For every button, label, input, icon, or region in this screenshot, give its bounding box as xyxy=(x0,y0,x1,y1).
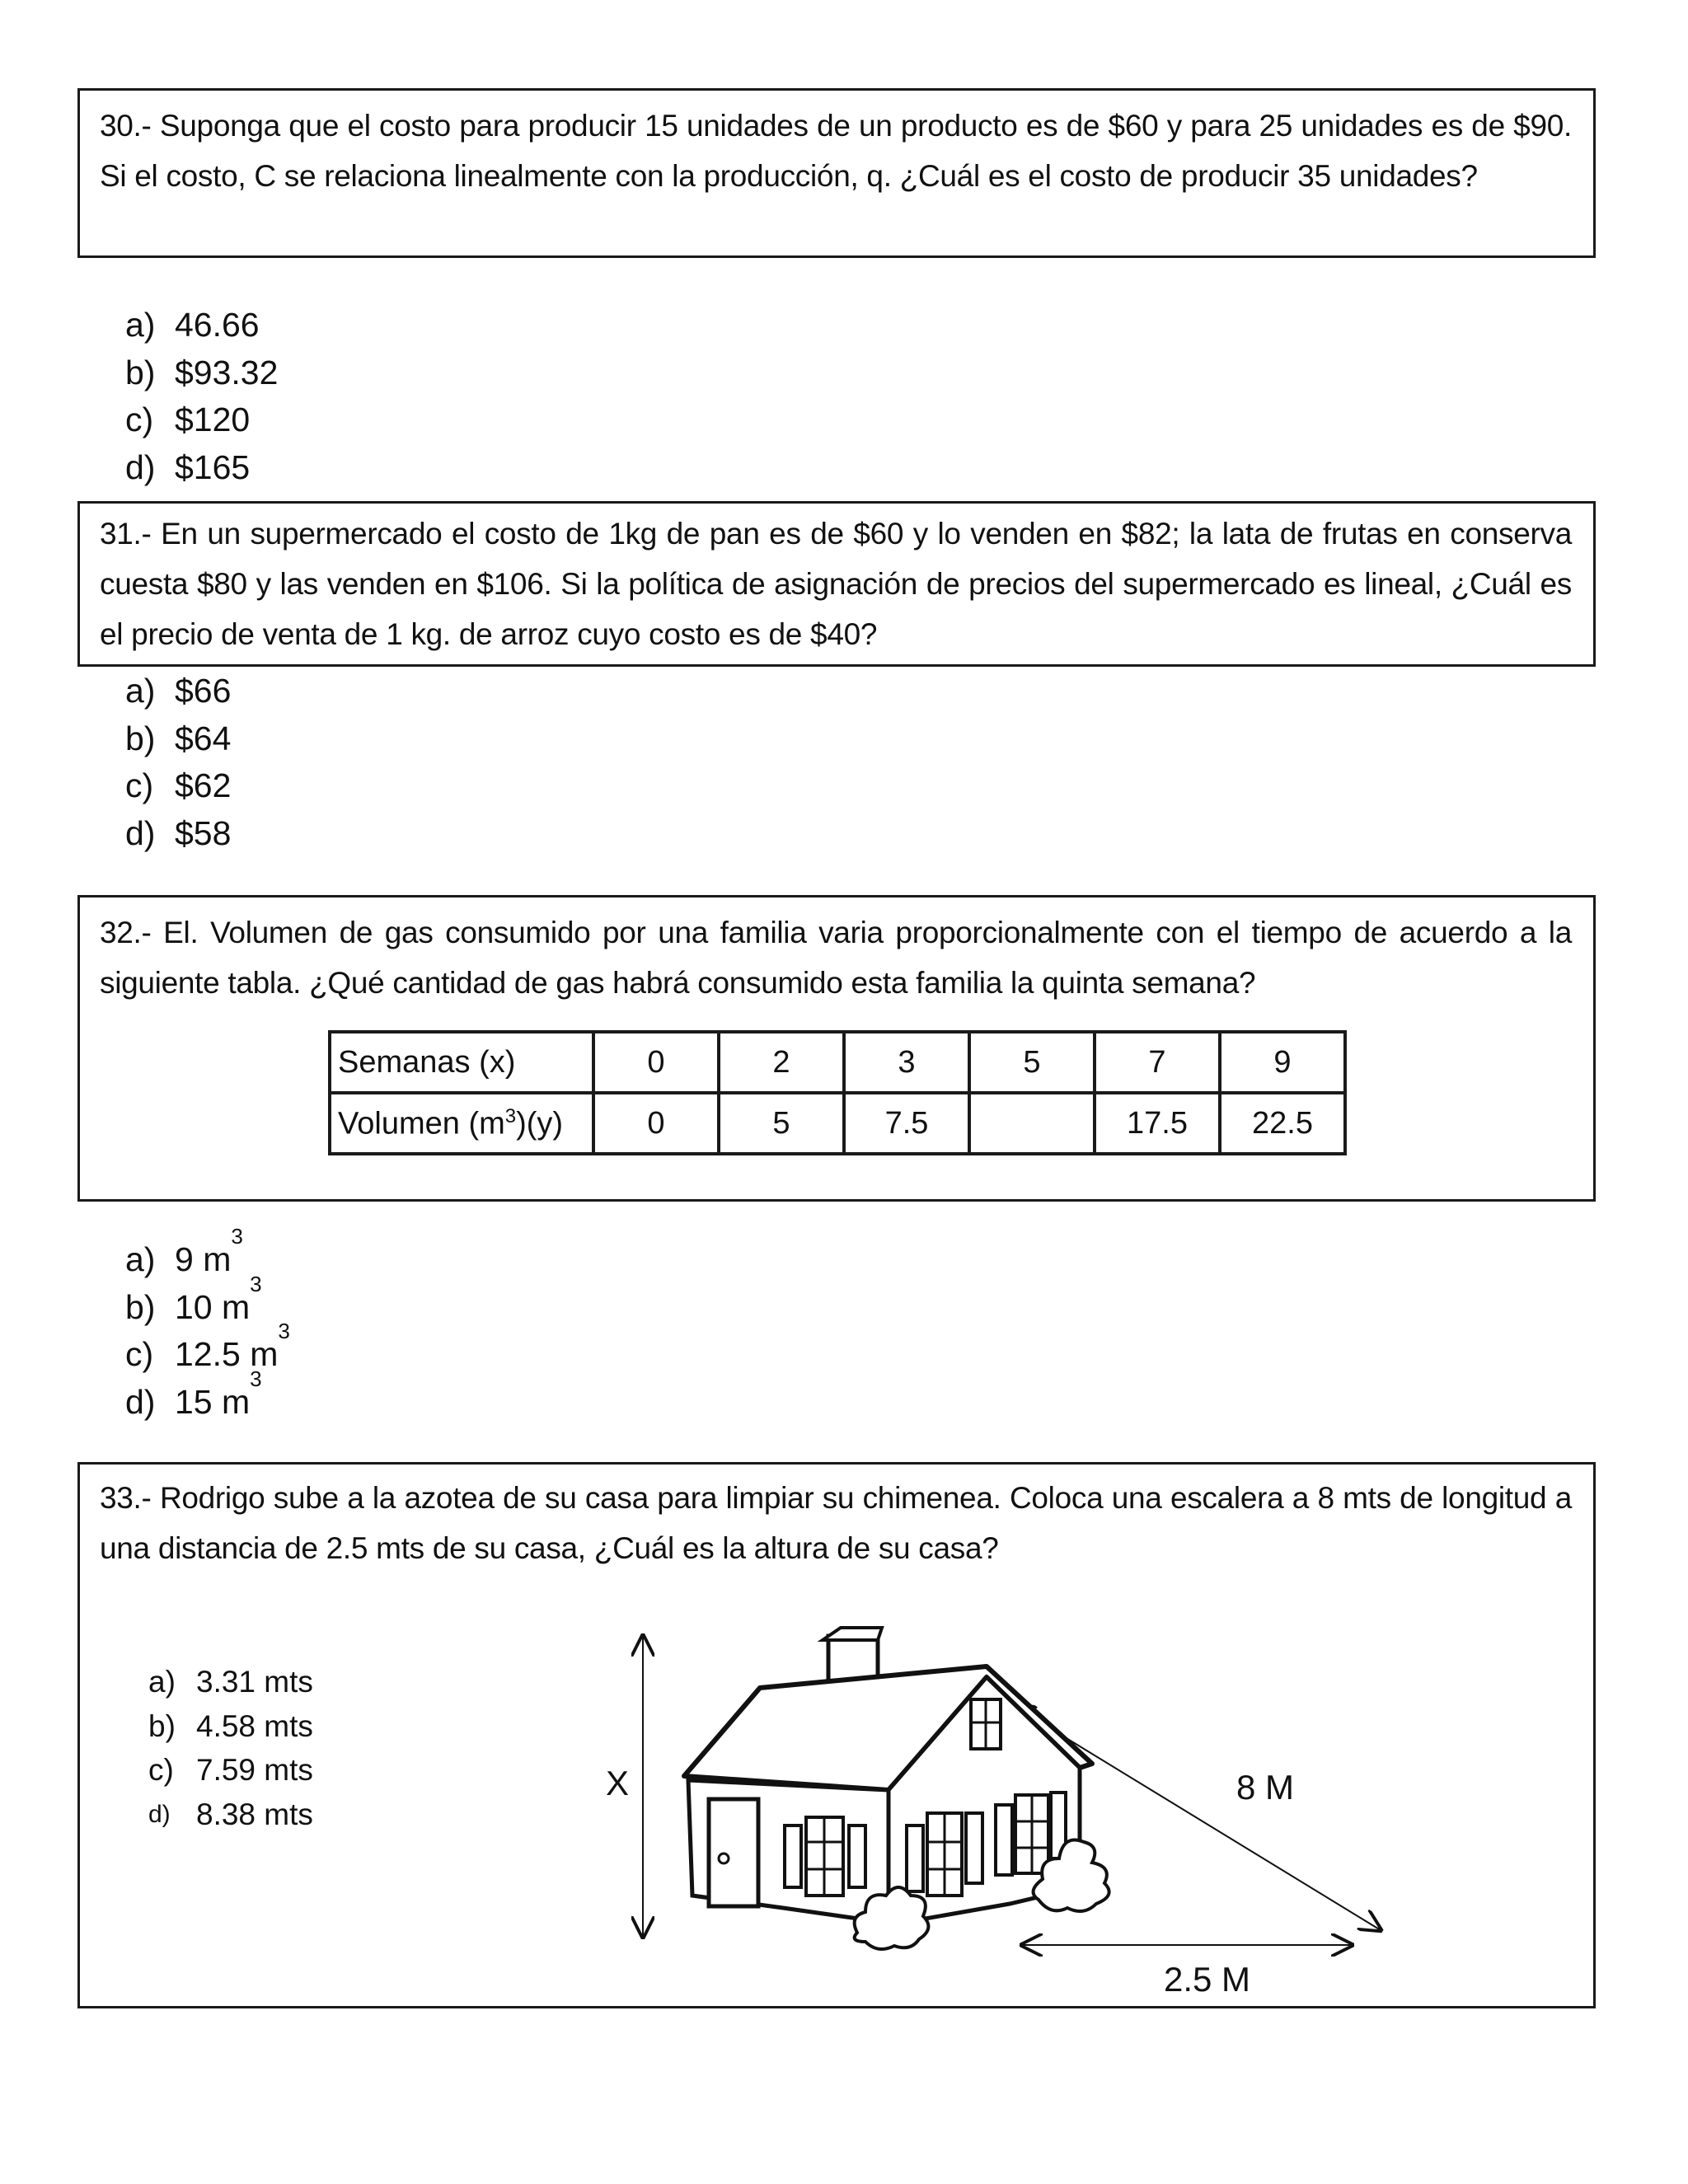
option-a[interactable]: a) 3.31 mts xyxy=(148,1665,313,1699)
option-c[interactable]: c) $120 xyxy=(125,401,251,438)
table-row-volume xyxy=(330,1093,1345,1154)
option-b[interactable]: b) 4.58 mts xyxy=(148,1708,313,1743)
question-30-options xyxy=(125,302,278,491)
table-cell: 3 xyxy=(844,1032,969,1093)
question-30-text: 30.- Suponga que el costo para producir 15 unidades de un producto es de $60 y para 25 unidades es de $90. Si el costo, C se relaciona linealmente con la producción, q. ¿Cuál es el costo de producir 35 unidades? xyxy=(100,109,1572,193)
table-cell: 2 xyxy=(719,1032,844,1093)
question-31-text: 31.- En un supermercado el costo de 1kg de pan es de $60 y lo venden en $82; la lata de frutas en conserva cuesta $80 y las venden en $106. Si la política de asignación de precios del supermercado es lineal, ¿Cuál es el precio de venta de 1 kg. de arroz cuyo costo es de $40? xyxy=(100,517,1572,651)
table-cell: 22.5 xyxy=(1220,1093,1345,1154)
table-cell: 5 xyxy=(719,1093,844,1154)
row-header-volume: Volumen $(m^3)(y)$ xyxy=(330,1093,593,1154)
option-a[interactable]: a) 46.66 xyxy=(125,306,260,344)
question-32-options xyxy=(125,1224,290,1426)
option-c[interactable]: c) $62 xyxy=(125,766,232,804)
question-32-text: 32.- El. Volumen de gas consumido por una familia varia proporcionalmente con el tiempo de acuerdo a la siguiente tabla. ¿Qué cantidad de gas habrá consumido esta familia la quinta semana? xyxy=(100,916,1572,1000)
question-31-box xyxy=(77,501,1596,667)
question-31-options xyxy=(125,668,231,857)
table-cell: 0 xyxy=(593,1093,719,1154)
option-d[interactable]: d) 15 m 3 xyxy=(125,1366,262,1421)
option-b[interactable]: b) $64 xyxy=(125,719,232,757)
question-33-options xyxy=(148,1660,313,1836)
option-d[interactable]: d) $165 xyxy=(125,448,251,486)
table-cell: 5 xyxy=(969,1032,1095,1093)
house-ladder-diagram xyxy=(577,1607,1401,2003)
option-d[interactable]: d) 8.38 mts xyxy=(148,1797,313,1831)
row-header-weeks: Semanas (x) xyxy=(330,1032,593,1093)
distance-label: 2.5 M xyxy=(1164,1960,1251,1999)
height-label: X xyxy=(606,1764,630,1802)
option-a[interactable]: a) 9 m 3 xyxy=(125,1224,243,1278)
table-cell: 9 xyxy=(1220,1032,1345,1093)
option-c[interactable]: c) 12.5 m 3 xyxy=(125,1319,290,1373)
gas-volume-table xyxy=(328,1030,1347,1155)
option-d[interactable]: d) $58 xyxy=(125,813,232,852)
table-cell-empty xyxy=(969,1093,1095,1154)
option-b[interactable]: b) 10 m 3 xyxy=(125,1271,262,1326)
table-row-weeks xyxy=(330,1032,1345,1093)
ladder-length-label: 8 M xyxy=(1236,1768,1295,1807)
table-cell: 0 xyxy=(593,1032,719,1093)
option-c[interactable]: c) 7.59 mts xyxy=(148,1753,313,1787)
question-33-text: 33.- Rodrigo sube a la azotea de su casa para limpiar su chimenea. Coloca una escalera a 8 mts de longitud a una distancia de 2.5 mts de su casa, ¿Cuál es la altura de su casa? xyxy=(100,1481,1572,1565)
question-30-box xyxy=(77,88,1596,258)
table-cell: 7.5 xyxy=(844,1093,969,1154)
option-b[interactable]: b) $93.32 xyxy=(125,353,279,391)
option-a[interactable]: a) $66 xyxy=(125,672,232,710)
table-cell: 7 xyxy=(1095,1032,1220,1093)
table-cell: 17.5 xyxy=(1095,1093,1220,1154)
